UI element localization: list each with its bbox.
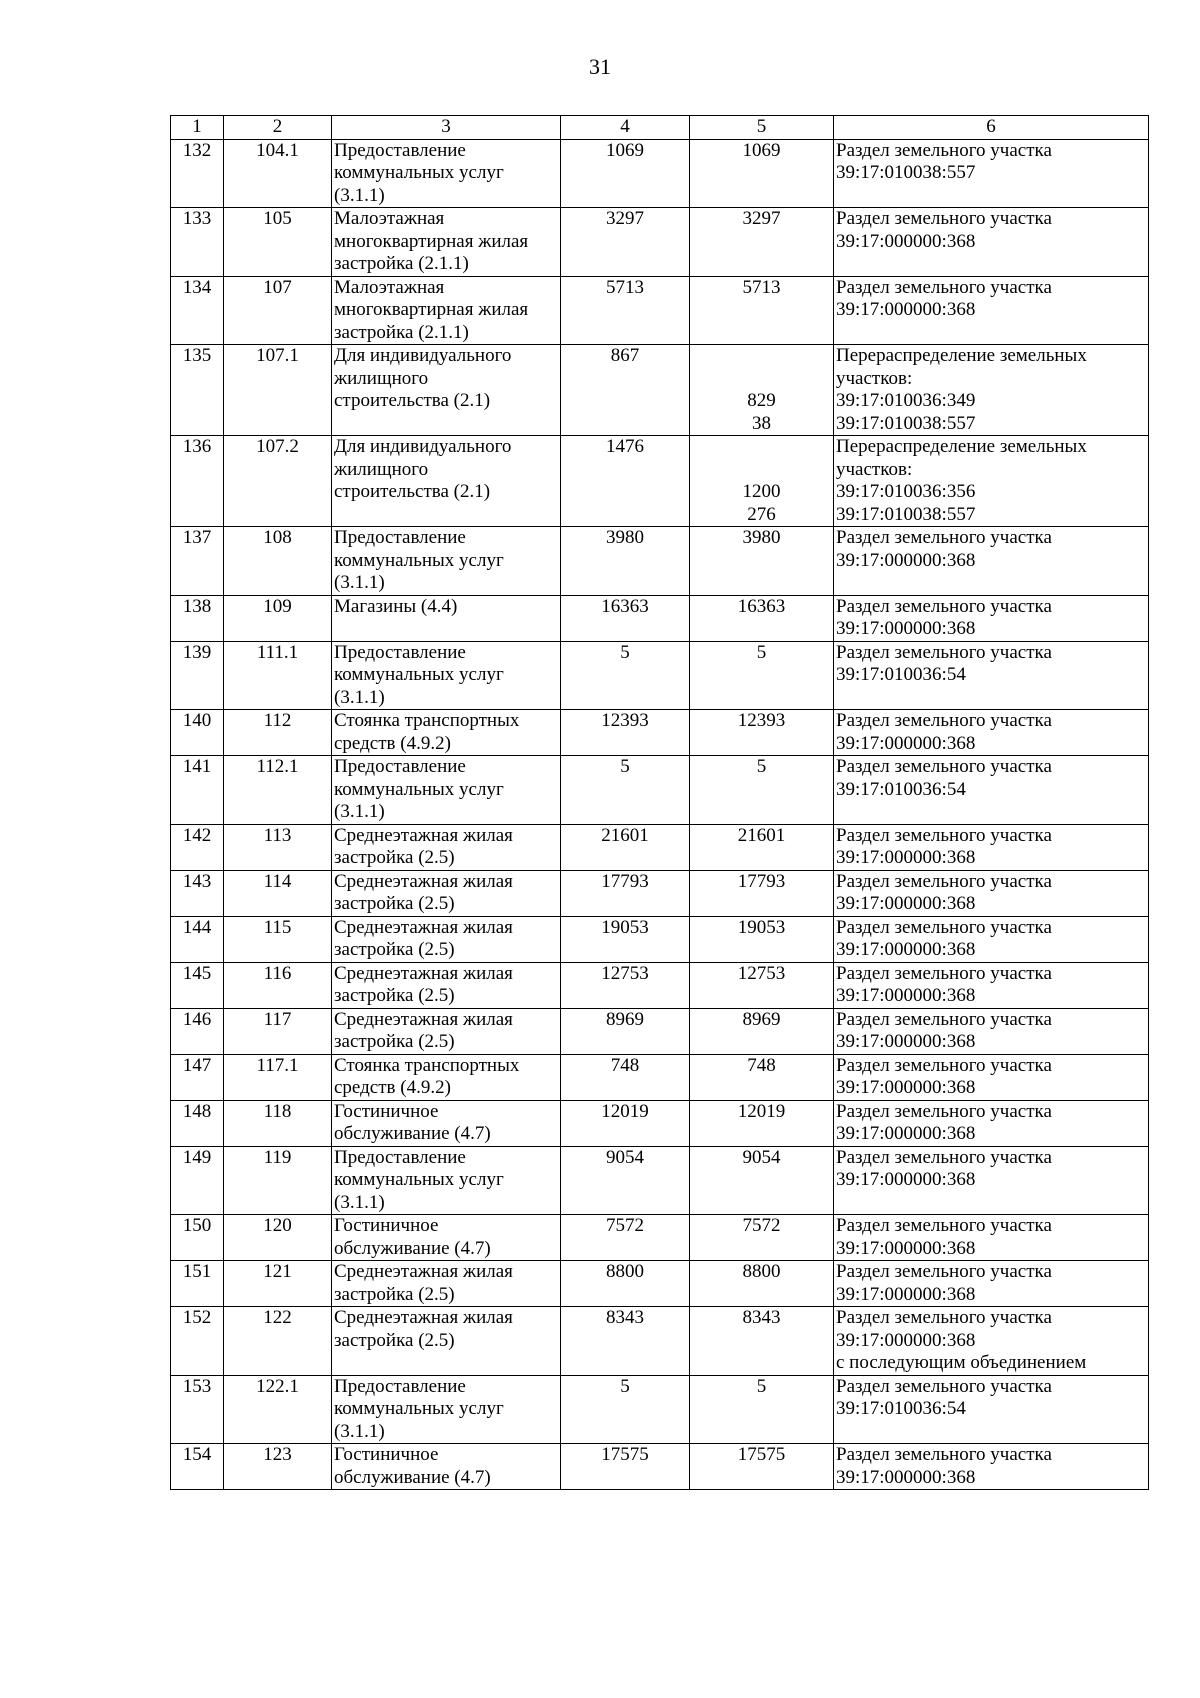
area-cell: 5713 xyxy=(561,276,690,345)
column-header: 4 xyxy=(561,116,690,140)
resulting-area-cell: 12753 xyxy=(690,962,834,1008)
row-number-cell: 146 xyxy=(171,1008,224,1054)
row-number-cell: 147 xyxy=(171,1054,224,1100)
resulting-area-cell: 3980 xyxy=(690,527,834,596)
plot-id-cell: 119 xyxy=(224,1146,332,1215)
formation-method-cell: Раздел земельного участка 39:17:000000:368 xyxy=(834,916,1149,962)
resulting-area-cell: 16363 xyxy=(690,595,834,641)
area-cell: 17575 xyxy=(561,1444,690,1490)
table-row xyxy=(171,962,1149,1008)
area-cell: 9054 xyxy=(561,1146,690,1215)
formation-method-cell: Раздел земельного участка 39:17:010036:54 xyxy=(834,756,1149,825)
formation-method-cell: Раздел земельного участка 39:17:000000:368 xyxy=(834,527,1149,596)
permitted-use-cell: Гостиничное обслуживание (4.7) xyxy=(332,1100,561,1146)
row-number-cell: 143 xyxy=(171,870,224,916)
table-body xyxy=(171,139,1149,1490)
table-row xyxy=(171,1215,1149,1261)
area-cell: 16363 xyxy=(561,595,690,641)
table-row xyxy=(171,1307,1149,1376)
row-number-cell: 145 xyxy=(171,962,224,1008)
area-cell: 748 xyxy=(561,1054,690,1100)
formation-method-cell: Раздел земельного участка 39:17:000000:368 xyxy=(834,1146,1149,1215)
table-row xyxy=(171,139,1149,208)
table-row xyxy=(171,1054,1149,1100)
plot-id-cell: 113 xyxy=(224,824,332,870)
plot-id-cell: 117 xyxy=(224,1008,332,1054)
formation-method-cell: Раздел земельного участка 39:17:010038:557 xyxy=(834,139,1149,208)
permitted-use-cell: Предоставление коммунальных услуг (3.1.1) xyxy=(332,641,561,710)
permitted-use-cell: Среднеэтажная жилая застройка (2.5) xyxy=(332,870,561,916)
area-cell: 8969 xyxy=(561,1008,690,1054)
table-row xyxy=(171,208,1149,277)
column-header: 1 xyxy=(171,116,224,140)
row-number-cell: 148 xyxy=(171,1100,224,1146)
table-row xyxy=(171,527,1149,596)
formation-method-cell: Раздел земельного участка 39:17:000000:368 xyxy=(834,710,1149,756)
plot-id-cell: 122 xyxy=(224,1307,332,1376)
table-row xyxy=(171,1146,1149,1215)
row-number-cell: 141 xyxy=(171,756,224,825)
formation-method-cell: Раздел земельного участка 39:17:000000:368 xyxy=(834,1054,1149,1100)
formation-method-cell: Раздел земельного участка 39:17:000000:368 xyxy=(834,276,1149,345)
area-cell: 12393 xyxy=(561,710,690,756)
area-cell: 8800 xyxy=(561,1261,690,1307)
permitted-use-cell: Стоянка транспортных средств (4.9.2) xyxy=(332,710,561,756)
row-number-cell: 149 xyxy=(171,1146,224,1215)
area-cell: 3980 xyxy=(561,527,690,596)
resulting-area-cell: 12393 xyxy=(690,710,834,756)
land-plots-table xyxy=(170,115,1149,1490)
permitted-use-cell: Среднеэтажная жилая застройка (2.5) xyxy=(332,1008,561,1054)
resulting-area-cell: 8800 xyxy=(690,1261,834,1307)
resulting-area-cell: 17575 xyxy=(690,1444,834,1490)
table-row xyxy=(171,276,1149,345)
area-cell: 17793 xyxy=(561,870,690,916)
row-number-cell: 152 xyxy=(171,1307,224,1376)
permitted-use-cell: Предоставление коммунальных услуг (3.1.1) xyxy=(332,527,561,596)
permitted-use-cell: Среднеэтажная жилая застройка (2.5) xyxy=(332,1261,561,1307)
plot-id-cell: 120 xyxy=(224,1215,332,1261)
plot-id-cell: 117.1 xyxy=(224,1054,332,1100)
resulting-area-cell: 1069 xyxy=(690,139,834,208)
resulting-area-cell: 5 xyxy=(690,756,834,825)
formation-method-cell: Раздел земельного участка 39:17:000000:368 xyxy=(834,1100,1149,1146)
row-number-cell: 153 xyxy=(171,1375,224,1444)
resulting-area-cell: 7572 xyxy=(690,1215,834,1261)
table-row xyxy=(171,756,1149,825)
table-header-row xyxy=(171,116,1149,140)
resulting-area-cell: 5 xyxy=(690,1375,834,1444)
formation-method-cell: Раздел земельного участка 39:17:000000:368 xyxy=(834,824,1149,870)
table-row xyxy=(171,824,1149,870)
permitted-use-cell: Для индивидуального жилищного строительства (2.1) xyxy=(332,436,561,527)
permitted-use-cell: Среднеэтажная жилая застройка (2.5) xyxy=(332,962,561,1008)
permitted-use-cell: Для индивидуального жилищного строительства (2.1) xyxy=(332,345,561,436)
permitted-use-cell: Гостиничное обслуживание (4.7) xyxy=(332,1215,561,1261)
permitted-use-cell: Предоставление коммунальных услуг (3.1.1) xyxy=(332,139,561,208)
plot-id-cell: 108 xyxy=(224,527,332,596)
resulting-area-cell: 8343 xyxy=(690,1307,834,1376)
permitted-use-cell: Стоянка транспортных средств (4.9.2) xyxy=(332,1054,561,1100)
permitted-use-cell: Предоставление коммунальных услуг (3.1.1) xyxy=(332,756,561,825)
area-cell: 1476 xyxy=(561,436,690,527)
plot-id-cell: 111.1 xyxy=(224,641,332,710)
plot-id-cell: 107.2 xyxy=(224,436,332,527)
row-number-cell: 150 xyxy=(171,1215,224,1261)
permitted-use-cell: Среднеэтажная жилая застройка (2.5) xyxy=(332,916,561,962)
plot-id-cell: 107 xyxy=(224,276,332,345)
resulting-area-cell: 829 38 xyxy=(690,345,834,436)
resulting-area-cell: 9054 xyxy=(690,1146,834,1215)
formation-method-cell: Раздел земельного участка 39:17:000000:368 xyxy=(834,1444,1149,1490)
resulting-area-cell: 5 xyxy=(690,641,834,710)
column-header: 6 xyxy=(834,116,1149,140)
area-cell: 21601 xyxy=(561,824,690,870)
formation-method-cell: Раздел земельного участка 39:17:000000:368 с последующим объединением xyxy=(834,1307,1149,1376)
resulting-area-cell: 3297 xyxy=(690,208,834,277)
resulting-area-cell: 19053 xyxy=(690,916,834,962)
resulting-area-cell: 17793 xyxy=(690,870,834,916)
plot-id-cell: 105 xyxy=(224,208,332,277)
table-row xyxy=(171,641,1149,710)
table-row xyxy=(171,595,1149,641)
row-number-cell: 134 xyxy=(171,276,224,345)
area-cell: 5 xyxy=(561,1375,690,1444)
table-row xyxy=(171,436,1149,527)
permitted-use-cell: Среднеэтажная жилая застройка (2.5) xyxy=(332,1307,561,1376)
resulting-area-cell: 21601 xyxy=(690,824,834,870)
plot-id-cell: 121 xyxy=(224,1261,332,1307)
plot-id-cell: 109 xyxy=(224,595,332,641)
resulting-area-cell: 5713 xyxy=(690,276,834,345)
plot-id-cell: 104.1 xyxy=(224,139,332,208)
formation-method-cell: Раздел земельного участка 39:17:000000:368 xyxy=(834,962,1149,1008)
formation-method-cell: Раздел земельного участка 39:17:000000:368 xyxy=(834,870,1149,916)
formation-method-cell: Перераспределение земельных участков: 39:17:010036:349 39:17:010038:557 xyxy=(834,345,1149,436)
table-row xyxy=(171,1444,1149,1490)
permitted-use-cell: Гостиничное обслуживание (4.7) xyxy=(332,1444,561,1490)
row-number-cell: 139 xyxy=(171,641,224,710)
plot-id-cell: 122.1 xyxy=(224,1375,332,1444)
area-cell: 5 xyxy=(561,641,690,710)
resulting-area-cell: 8969 xyxy=(690,1008,834,1054)
permitted-use-cell: Малоэтажная многоквартирная жилая застройка (2.1.1) xyxy=(332,276,561,345)
area-cell: 5 xyxy=(561,756,690,825)
row-number-cell: 140 xyxy=(171,710,224,756)
row-number-cell: 154 xyxy=(171,1444,224,1490)
area-cell: 3297 xyxy=(561,208,690,277)
table-row xyxy=(171,345,1149,436)
permitted-use-cell: Предоставление коммунальных услуг (3.1.1) xyxy=(332,1375,561,1444)
table-row xyxy=(171,870,1149,916)
area-cell: 7572 xyxy=(561,1215,690,1261)
plot-id-cell: 107.1 xyxy=(224,345,332,436)
row-number-cell: 138 xyxy=(171,595,224,641)
area-cell: 19053 xyxy=(561,916,690,962)
formation-method-cell: Раздел земельного участка 39:17:000000:368 xyxy=(834,1215,1149,1261)
row-number-cell: 132 xyxy=(171,139,224,208)
formation-method-cell: Раздел земельного участка 39:17:000000:368 xyxy=(834,1261,1149,1307)
table-row xyxy=(171,710,1149,756)
area-cell: 867 xyxy=(561,345,690,436)
plot-id-cell: 114 xyxy=(224,870,332,916)
row-number-cell: 133 xyxy=(171,208,224,277)
plot-id-cell: 112 xyxy=(224,710,332,756)
formation-method-cell: Раздел земельного участка 39:17:010036:54 xyxy=(834,641,1149,710)
formation-method-cell: Раздел земельного участка 39:17:000000:368 xyxy=(834,208,1149,277)
table-row xyxy=(171,1008,1149,1054)
area-cell: 12019 xyxy=(561,1100,690,1146)
area-cell: 12753 xyxy=(561,962,690,1008)
row-number-cell: 135 xyxy=(171,345,224,436)
column-header: 5 xyxy=(690,116,834,140)
permitted-use-cell: Малоэтажная многоквартирная жилая застройка (2.1.1) xyxy=(332,208,561,277)
area-cell: 8343 xyxy=(561,1307,690,1376)
plot-id-cell: 118 xyxy=(224,1100,332,1146)
plot-id-cell: 115 xyxy=(224,916,332,962)
permitted-use-cell: Среднеэтажная жилая застройка (2.5) xyxy=(332,824,561,870)
row-number-cell: 151 xyxy=(171,1261,224,1307)
table-row xyxy=(171,1100,1149,1146)
formation-method-cell: Раздел земельного участка 39:17:010036:54 xyxy=(834,1375,1149,1444)
column-header: 3 xyxy=(332,116,561,140)
row-number-cell: 136 xyxy=(171,436,224,527)
column-header: 2 xyxy=(224,116,332,140)
row-number-cell: 144 xyxy=(171,916,224,962)
permitted-use-cell: Магазины (4.4) xyxy=(332,595,561,641)
table-row xyxy=(171,916,1149,962)
formation-method-cell: Раздел земельного участка 39:17:000000:368 xyxy=(834,1008,1149,1054)
table-row xyxy=(171,1375,1149,1444)
resulting-area-cell: 748 xyxy=(690,1054,834,1100)
area-cell: 1069 xyxy=(561,139,690,208)
plot-id-cell: 112.1 xyxy=(224,756,332,825)
table-row xyxy=(171,1261,1149,1307)
formation-method-cell: Раздел земельного участка 39:17:000000:368 xyxy=(834,595,1149,641)
permitted-use-cell: Предоставление коммунальных услуг (3.1.1) xyxy=(332,1146,561,1215)
resulting-area-cell: 12019 xyxy=(690,1100,834,1146)
page-number: 31 xyxy=(589,54,611,79)
plot-id-cell: 116 xyxy=(224,962,332,1008)
formation-method-cell: Перераспределение земельных участков: 39:17:010036:356 39:17:010038:557 xyxy=(834,436,1149,527)
plot-id-cell: 123 xyxy=(224,1444,332,1490)
row-number-cell: 137 xyxy=(171,527,224,596)
row-number-cell: 142 xyxy=(171,824,224,870)
resulting-area-cell: 1200 276 xyxy=(690,436,834,527)
